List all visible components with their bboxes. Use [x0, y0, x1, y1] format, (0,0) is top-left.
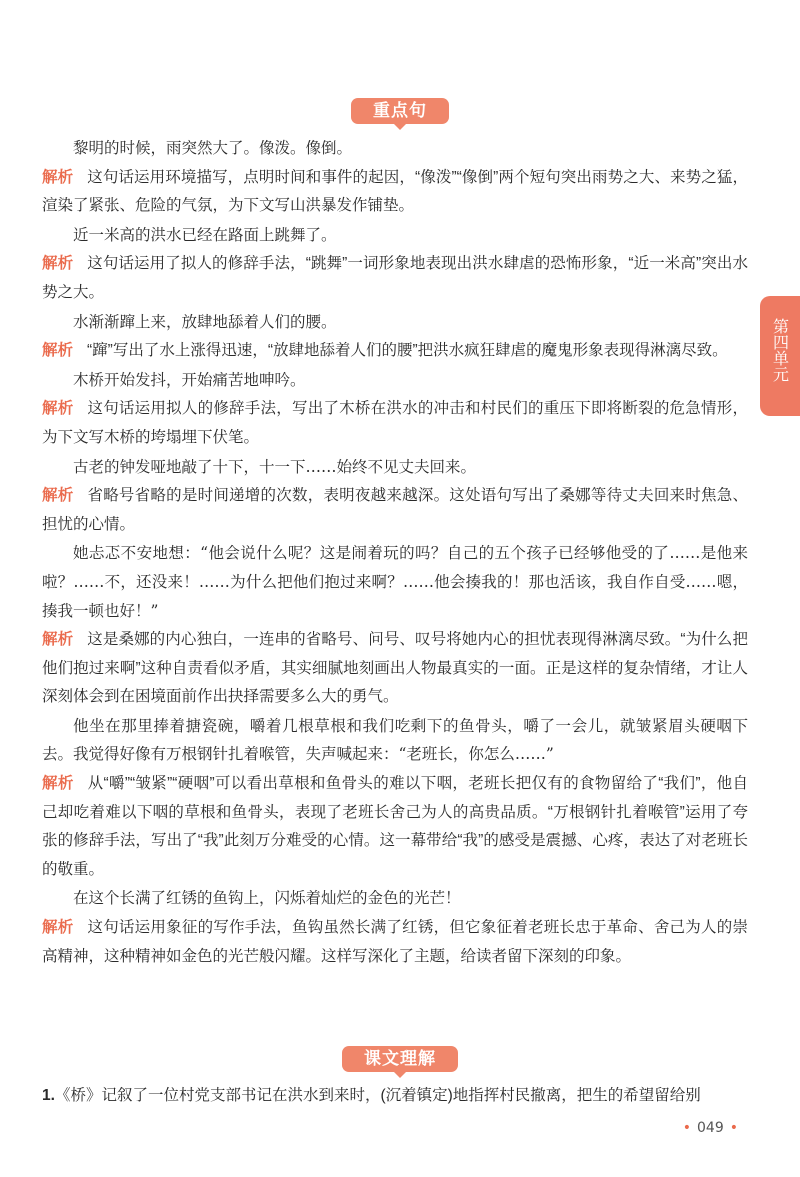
key-sentence-7: 他坐在那里捧着搪瓷碗，嚼着几根草根和我们吃剩下的鱼骨头，嚼了一会儿，就皱紧眉头硬咽下去。我觉得好像有万根钢针扎着喉管，失声喊起来：“老班长，你怎么……” — [42, 716, 748, 764]
analysis-text: 省略号省略的是时间递增的次数，表明夜越来越深。这处语句写出了桑娜等待丈夫回来时焦急、担忧的心情。 — [42, 487, 748, 533]
analysis-label: 解析 — [42, 486, 74, 505]
analysis-label: 解析 — [42, 167, 74, 186]
analysis-label: 解析 — [42, 254, 74, 273]
analysis-label: 解析 — [42, 918, 74, 937]
key-sentence-5: 古老的钟发哑地敲了十下，十一下……始终不见丈夫回来。 — [73, 457, 477, 476]
question-number: 1. — [42, 1087, 55, 1104]
key-sentence-6: 她忐忑不安地想：“他会说什么呢？这是闹着玩的吗？自己的五个孩子已经够他受的了……是他来啦？……不，还没来！……为什么把他们抱过来啊？……他会揍我的！那也活该，我自作自受……嗯，揍我一顿也好！” — [42, 544, 748, 620]
dot-icon: • — [682, 1120, 691, 1136]
key-sentence-2: 近一米高的洪水已经在路面上跳舞了。 — [73, 225, 337, 244]
section-badge-key-sentences: 重点句 — [351, 98, 449, 124]
analysis-label: 解析 — [42, 341, 74, 360]
analysis-label: 解析 — [42, 774, 74, 793]
analysis-text: 这句话运用拟人的修辞手法，写出了木桥在洪水的冲击和村民们的重压下即将断裂的危急情形，为下文写木桥的垮塌埋下伏笔。 — [42, 400, 748, 446]
analysis-text: 这句话运用环境描写，点明时间和事件的起因，“像泼”“像倒”两个短句突出雨势之大、来势之猛，渲染了紧张、危险的气氛，为下文写山洪暴发作铺垫。 — [42, 168, 748, 215]
key-sentence-3: 水渐渐蹿上来，放肆地舔着人们的腰。 — [73, 312, 337, 331]
key-sentence-8: 在这个长满了红锈的鱼钩上，闪烁着灿烂的金色的光芒！ — [73, 889, 461, 908]
unit-side-tab[interactable] — [760, 296, 800, 416]
analysis-1 — [42, 163, 748, 221]
key-sentence-1: 黎明的时候，雨突然大了。像泼。像倒。 — [73, 139, 353, 157]
unit-side-tab-label: 第四单元 — [770, 318, 790, 382]
section-badge-text-understanding: 课文理解 — [342, 1046, 458, 1072]
analysis-text: “蹿”写出了水上涨得迅速，“放肆地舔着人们的腰”把洪水疯狂肆虐的魔鬼形象表现得淋漓尽致。 — [87, 342, 728, 360]
analysis-label: 解析 — [42, 630, 74, 649]
analysis-label: 解析 — [42, 399, 74, 418]
key-sentence-4: 木桥开始发抖，开始痛苦地呻吟。 — [73, 370, 306, 389]
page-number-value: 049 — [697, 1120, 724, 1136]
analysis-6 — [42, 625, 748, 712]
analysis-8 — [42, 913, 748, 971]
analysis-5 — [42, 481, 748, 539]
analysis-4 — [42, 394, 748, 452]
dot-icon: • — [729, 1120, 738, 1136]
analysis-7 — [42, 769, 748, 884]
analysis-2 — [42, 249, 748, 307]
analysis-text: 这句话运用象征的写作手法，鱼钩虽然长满了红锈，但它象征着老班长忠于革命、舍己为人的崇高精神，这种精神如金色的光芒般闪耀。这样写深化了主题，给读者留下深刻的印象。 — [42, 919, 748, 965]
question-1 — [42, 1082, 748, 1110]
analysis-text: 从“嚼”“皱紧”“硬咽”可以看出草根和鱼骨头的难以下咽，老班长把仅有的食物留给了“我们”，他自己却吃着难以下咽的草根和鱼骨头，表现了老班长舍己为人的高贵品质。“万根钢针扎着喉管”运用了夸张的修辞手法，写出了“我”此刻万分难受的心情。这一幕带给“我”的感受是震撼、心疼，表达了对老班长的敬重。 — [42, 775, 748, 878]
analysis-text: 这句话运用了拟人的修辞手法，“跳舞”一词形象地表现出洪水肆虐的恐怖形象，“近一米高”突出水势之大。 — [42, 255, 748, 301]
analysis-text: 这是桑娜的内心独白，一连串的省略号、问号、叹号将她内心的担忧表现得淋漓尽致。“为什么把他们抱过来啊”这种自责看似矛盾，其实细腻地刻画出人物最真实的一面。正是这样的复杂情绪，才让人深刻体会到在困境面前作出抉择需要多么大的勇气。 — [42, 631, 748, 706]
page-number — [677, 1120, 744, 1136]
question-text: 《桥》记叙了一位村党支部书记在洪水到来时，(沉着镇定)地指挥村民撤离，把生的希望留给别 — [54, 1087, 701, 1104]
key-sentences-section — [42, 134, 748, 971]
analysis-3 — [42, 336, 748, 366]
